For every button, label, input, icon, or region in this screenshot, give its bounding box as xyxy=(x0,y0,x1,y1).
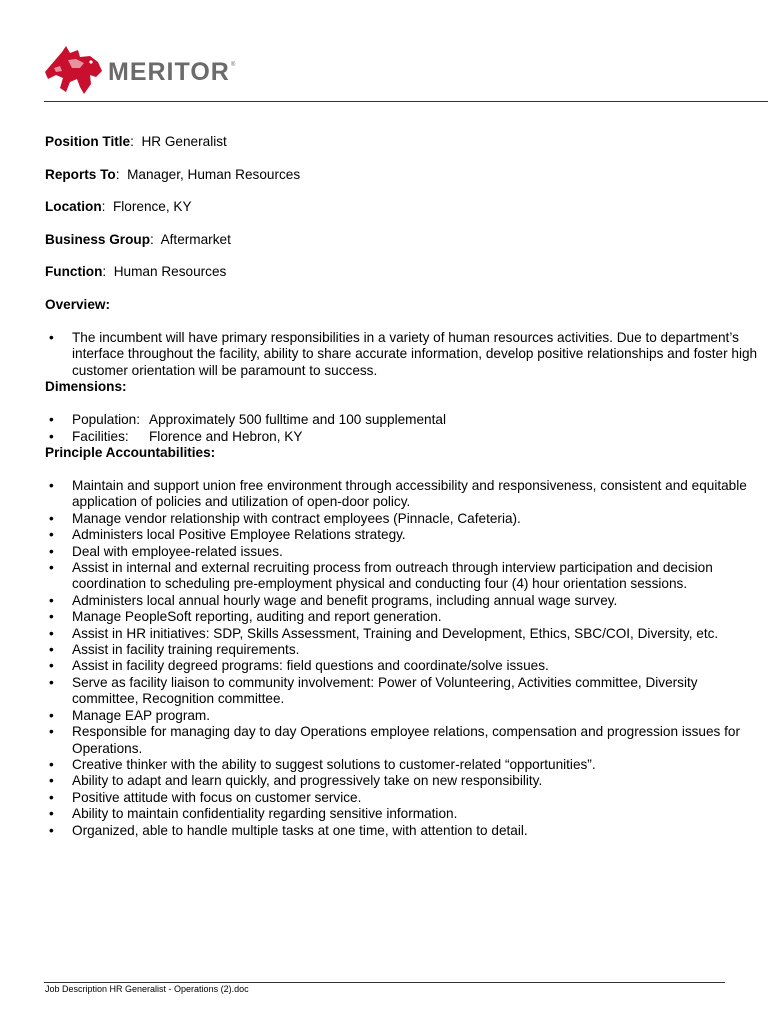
footer-filename: Job Description HR Generalist - Operations (2).doc xyxy=(45,984,249,994)
accountabilities-heading: Principle Accountabilities: xyxy=(45,445,216,460)
list-item: • Manage PeopleSoft reporting, auditing and report generation. xyxy=(49,609,442,625)
logo-wordmark: MERITOR xyxy=(108,57,230,86)
list-item: • Manage EAP program. xyxy=(49,707,211,723)
field-value: HR Generalist xyxy=(141,134,227,149)
field-label: Reports To xyxy=(45,166,116,182)
list-item: • Administers local annual hourly wage and benefit programs, including annual wage survey. xyxy=(49,592,618,608)
list-item: • Population: Approximately 500 fulltime and 100 supplemental xyxy=(49,412,446,428)
list-item: • Facilities: Florence and Hebron, KY xyxy=(49,428,303,444)
list-item: • Assist in HR initiatives: SDP, Skills Assessment, Training and Development, Ethics, SBC/COI, Diversity, etc. xyxy=(49,625,719,641)
list-item: • Deal with employee-related issues. xyxy=(49,543,283,559)
field-value: Aftermarket xyxy=(160,231,231,247)
list-item: • Assist in facility training requirements. xyxy=(49,642,300,658)
field-label: Business Group xyxy=(45,231,150,247)
list-item: • Ability to maintain confidentiality regarding sensitive information. xyxy=(49,806,458,822)
dimensions-heading: Dimensions: xyxy=(45,379,127,395)
field-location: Location: Florence, KY xyxy=(45,199,192,215)
bull-icon xyxy=(44,44,104,96)
list-item: • Maintain and support union free environment through accessibility and responsiveness, consistent and equitable application of policies and utilization of open-door policy. xyxy=(49,478,747,510)
meritor-logo xyxy=(44,44,235,96)
list-item: • Ability to adapt and learn quickly, and progressively take on new responsibility. xyxy=(49,773,543,789)
list-item: • Positive attitude with focus on customer service. xyxy=(49,789,362,805)
accountabilities-list xyxy=(45,478,765,839)
field-value: Human Resources xyxy=(113,264,227,280)
header-divider xyxy=(44,101,768,102)
field-business-group: Business Group: Aftermarket xyxy=(45,231,231,247)
list-item: • Assist in internal and external recruiting process from outreach through interview participation and decision coordination to scheduling pre-employment physical and conducting four (4) hour orientation sessions. xyxy=(49,560,713,592)
field-position-title: Position Title: HR Generalist xyxy=(45,134,227,149)
field-value: Florence, KY xyxy=(112,199,192,215)
overview-heading: Overview: xyxy=(45,296,110,312)
overview-list xyxy=(45,330,765,379)
list-item: • Organized, able to handle multiple tasks at one time, with attention to detail. xyxy=(49,822,528,838)
field-function: Function: Human Resources xyxy=(45,264,227,280)
list-item: • The incumbent will have primary responsibilities in a variety of human resources activities. Due to department’s interface throughout the facility, ability to share accurate information, develop positive relationships and foster high customer orientation will be paramount to success. xyxy=(49,329,758,378)
field-label: Position Title xyxy=(45,134,131,149)
dimensions-list xyxy=(45,412,765,445)
list-item: • Serve as facility liaison to community involvement: Power of Volunteering, Activities committee, Diversity committee, Recognition committee. xyxy=(49,674,698,707)
list-item: • Assist in facility degreed programs: field questions and coordinate/solve issues. xyxy=(49,658,549,674)
list-item: • Creative thinker with the ability to suggest solutions to customer-related “opportunities”. xyxy=(49,756,596,772)
field-reports-to: Reports To: Manager, Human Resources xyxy=(45,166,301,182)
list-item: • Manage vendor relationship with contract employees (Pinnacle, Cafeteria). xyxy=(49,510,521,526)
field-label: Location xyxy=(45,199,102,215)
list-item: • Responsible for managing day to day Operations employee relations, compensation and progression issues for Operations. xyxy=(49,724,740,756)
document-body xyxy=(45,134,765,839)
footer-divider xyxy=(44,982,725,983)
logo-trademark: ® xyxy=(230,62,236,68)
list-item: • Administers local Positive Employee Relations strategy. xyxy=(49,527,406,543)
field-value: Manager, Human Resources xyxy=(127,166,301,182)
field-label: Function xyxy=(45,264,103,280)
